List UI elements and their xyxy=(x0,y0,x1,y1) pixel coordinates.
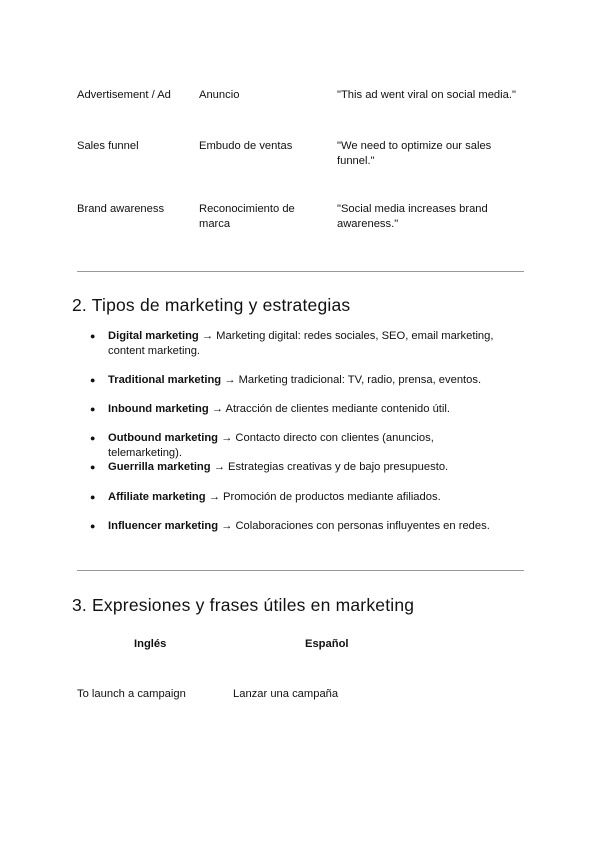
term-spanish: Anuncio xyxy=(199,89,240,101)
item-term: Inbound marketing xyxy=(108,403,209,415)
item-description: Atracción de clientes mediante contenido útil. xyxy=(225,403,450,415)
arrow-icon: → xyxy=(224,374,236,386)
item-description: Estrategias creativas y de bajo presupuesto. xyxy=(228,461,449,473)
term-example: "Social media increases brand awareness." xyxy=(337,203,488,230)
term-example: "This ad went viral on social media." xyxy=(337,89,516,101)
list-item xyxy=(90,490,508,505)
term-english: Brand awareness xyxy=(77,203,165,215)
item-description: Marketing tradicional: TV, radio, prensa, eventos. xyxy=(238,374,482,386)
phrase-spanish: Lanzar una campaña xyxy=(233,688,339,700)
item-description: Marketing digital: redes sociales, SEO, email marketing, content marketing. xyxy=(108,330,494,357)
arrow-icon: → xyxy=(221,520,233,532)
item-term: Traditional marketing xyxy=(108,374,222,386)
section-divider xyxy=(77,271,524,272)
term-spanish: Embudo de ventas xyxy=(199,140,293,152)
arrow-icon: → xyxy=(201,330,214,342)
item-description: Promoción de productos mediante afiliados. xyxy=(223,491,441,503)
item-term: Guerrilla marketing xyxy=(108,461,211,473)
section-divider xyxy=(77,570,524,571)
item-term: Outbound marketing xyxy=(108,432,219,444)
arrow-icon: → xyxy=(221,432,233,444)
section-2-heading: 2. Tipos de marketing y estrategias xyxy=(72,295,351,315)
term-english: Advertisement / Ad xyxy=(77,89,171,101)
bullet-icon: ● xyxy=(90,433,96,443)
item-term: Digital marketing xyxy=(108,330,199,342)
list-item xyxy=(90,373,508,388)
list-item xyxy=(90,460,508,475)
list-item xyxy=(90,402,508,417)
term-example: "We need to optimize our sales funnel." xyxy=(337,140,492,167)
column-header-english: Inglés xyxy=(134,638,167,650)
item-term: Affiliate marketing xyxy=(108,491,206,503)
column-header-spanish: Español xyxy=(305,638,349,650)
section-3-heading: 3. Expresiones y frases útiles en marketing xyxy=(72,595,415,615)
term-spanish: Reconocimiento de marca xyxy=(199,203,295,230)
bullet-icon: ● xyxy=(90,331,96,341)
item-description: Colaboraciones con personas influyentes en redes. xyxy=(235,520,490,532)
arrow-icon: → xyxy=(211,403,223,415)
bullet-icon: ● xyxy=(90,492,96,502)
bullet-icon: ● xyxy=(90,375,96,385)
bullet-icon: ● xyxy=(90,462,96,472)
term-english: Sales funnel xyxy=(77,140,139,152)
bullet-icon: ● xyxy=(90,521,96,531)
item-description: Contacto directo con clientes (anuncios, telemarketing). xyxy=(108,432,434,459)
list-item xyxy=(90,519,508,534)
list-item xyxy=(90,431,508,461)
phrase-english: To launch a campaign xyxy=(77,688,186,700)
list-item xyxy=(90,329,508,359)
item-term: Influencer marketing xyxy=(108,520,219,532)
arrow-icon: → xyxy=(208,491,220,503)
bullet-icon: ● xyxy=(90,404,96,414)
arrow-icon: → xyxy=(213,461,225,473)
